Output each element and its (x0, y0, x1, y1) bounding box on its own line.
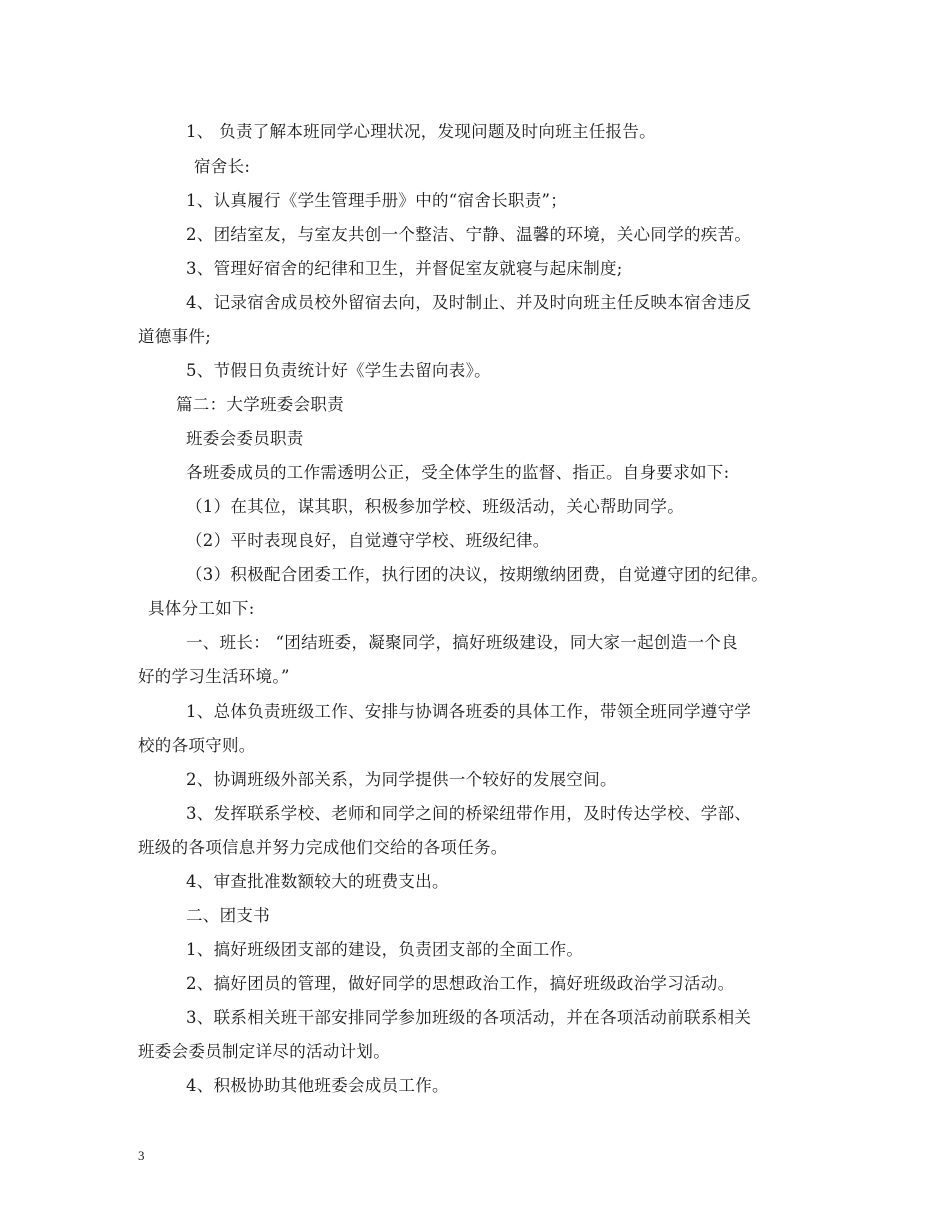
text-line: 2、团结室友，与室友共创一个整洁、宁静、温馨的环境，关心同学的疾苦。 (186, 225, 752, 244)
text-line: 4、积极协助其他班委会成员工作。 (186, 1076, 449, 1095)
text-line: 1、认真履行《学生管理手册》中的“宿舍长职责”； (186, 191, 568, 210)
text-line: 2、搞好团员的管理，做好同学的思想政治工作，搞好班级政治学习活动。 (186, 974, 735, 993)
text-line: 1、搞好班级团支部的建设，负责团支部的全面工作。 (186, 940, 584, 959)
page-number: 3 (138, 1148, 145, 1163)
text-line: 好的学习生活环境。” (138, 667, 290, 686)
text-line: 4、记录宿舍成员校外留宿去向，及时制止、并及时向班主任反映本宿舍违反 (186, 293, 752, 312)
text-line: （2）平时表现良好，自觉遵守学校、班级纪律。 (186, 531, 550, 550)
text-line: 1、 负责了解本班同学心理状况，发现问题及时向班主任报告。 (186, 122, 656, 141)
text-line: 班委会委员制定详尽的活动计划。 (138, 1042, 390, 1061)
text-line: 道德事件; (138, 327, 212, 346)
text-line: 班级的各项信息并努力完成他们交给的各项任务。 (138, 838, 508, 857)
text-line: 3、联系相关班干部安排同学参加班级的各项活动，并在各项活动前联系相关 (186, 1008, 752, 1027)
text-line: 一、班长： “团结班委，凝聚同学，搞好班级建设，同大家一起创造一个良 (186, 633, 738, 652)
text-line: 4、审查批准数额较大的班费支出。 (186, 872, 449, 891)
text-line: 3、管理好宿舍的纪律和卫生，并督促室友就寝与起床制度; (186, 259, 623, 278)
text-line: （1）在其位，谋其职，积极参加学校、班级活动，关心帮助同学。 (186, 497, 684, 516)
text-line: 2、协调班级外部关系，为同学提供一个较好的发展空间。 (186, 770, 617, 789)
text-line: 各班委成员的工作需透明公正，受全体学生的监督、指正。自身要求如下: (186, 463, 730, 482)
section-heading: 篇二：大学班委会职责 (176, 395, 344, 414)
text-line: 3、发挥联系学校、老师和同学之间的桥梁纽带作用，及时传达学校、学部、 (186, 804, 752, 823)
text-line: （3）积极配合团委工作，执行团的决议，按期缴纳团费，自觉遵守团的纪律。 (186, 565, 768, 584)
text-line: 宿舍长: (194, 157, 251, 176)
text-line: 具体分工如下: (148, 599, 255, 618)
text-line: 5、节假日负责统计好《学生去留向表》。 (186, 361, 491, 380)
text-line: 1、总体负责班级工作、安排与协调各班委的具体工作，带领全班同学遵守学 (186, 702, 752, 721)
text-line: 校的各项守则。 (138, 736, 256, 755)
subheading: 班委会委员职责 (186, 429, 304, 448)
subheading: 二、团支书 (186, 906, 270, 925)
